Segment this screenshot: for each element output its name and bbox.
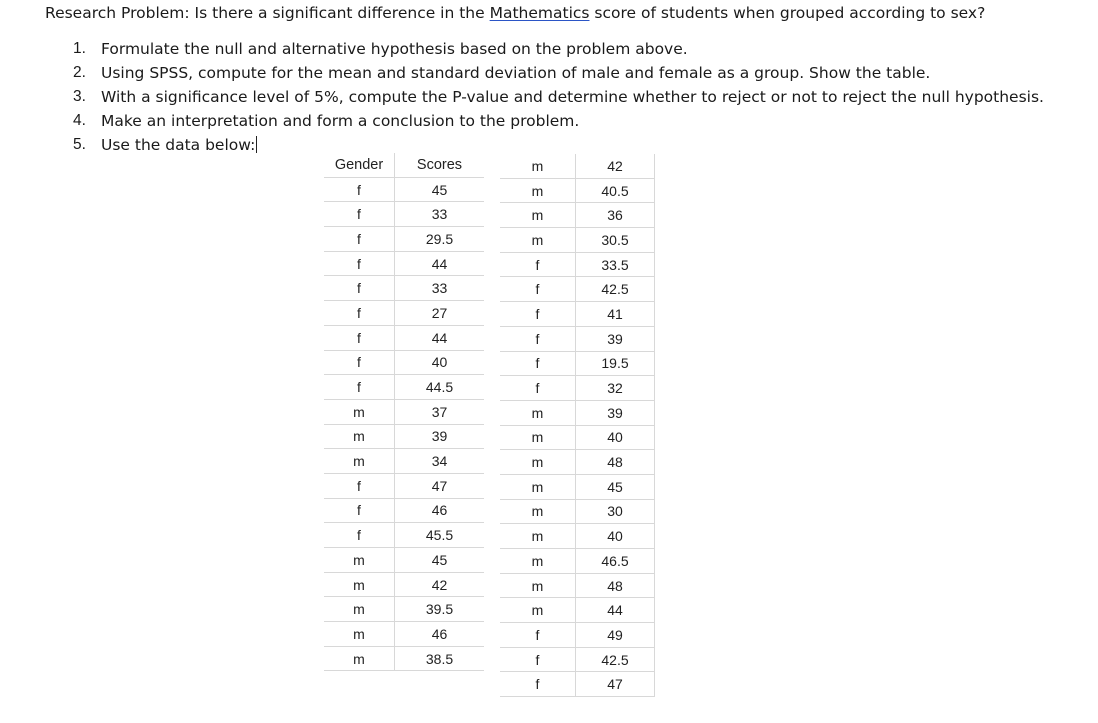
- table-row: [500, 549, 655, 574]
- item-number: 1.: [73, 40, 86, 57]
- gender-cell: f: [324, 350, 395, 375]
- gender-cell: f: [324, 227, 395, 252]
- gender-cell: f: [500, 647, 576, 672]
- gender-cell: m: [500, 598, 576, 623]
- score-cell: 42: [395, 572, 485, 597]
- table-row: [500, 450, 655, 475]
- table-row: [500, 252, 655, 277]
- item-number: 3.: [73, 88, 86, 105]
- table-row: [324, 572, 484, 597]
- gender-cell: m: [500, 400, 576, 425]
- score-cell: 41: [576, 302, 655, 327]
- data-table-left: [324, 153, 484, 671]
- table-row: [324, 177, 484, 202]
- table-row: [500, 277, 655, 302]
- table-row: [324, 523, 484, 548]
- item-text: Using SPSS, compute for the mean and standard deviation of male and female as a group. Show the table.: [101, 64, 931, 82]
- data-table-right: [500, 154, 655, 697]
- gender-cell: m: [324, 449, 395, 474]
- table-row: [500, 228, 655, 253]
- score-cell: 39: [576, 400, 655, 425]
- score-cell: 46: [395, 622, 485, 647]
- table-row: [500, 573, 655, 598]
- table-row: [324, 276, 484, 301]
- table-row: [500, 302, 655, 327]
- gender-cell: f: [324, 473, 395, 498]
- gender-cell: f: [324, 177, 395, 202]
- table-row: [324, 449, 484, 474]
- score-cell: 40: [576, 425, 655, 450]
- score-cell: 47: [576, 672, 655, 697]
- table-row: [500, 499, 655, 524]
- gender-cell: m: [500, 549, 576, 574]
- gender-cell: m: [324, 399, 395, 424]
- score-cell: 30: [576, 499, 655, 524]
- score-cell: 39: [395, 424, 485, 449]
- table-row: [500, 647, 655, 672]
- table-row: [500, 623, 655, 648]
- table-row: [500, 178, 655, 203]
- text-cursor: [256, 136, 257, 153]
- gender-cell: m: [500, 474, 576, 499]
- table-row: [500, 400, 655, 425]
- table-row: [324, 301, 484, 326]
- table-row: [500, 376, 655, 401]
- table-row: [500, 598, 655, 623]
- table-row: [324, 597, 484, 622]
- score-cell: 46.5: [576, 549, 655, 574]
- gender-cell: m: [500, 203, 576, 228]
- score-cell: 44: [395, 251, 485, 276]
- research-problem: [45, 4, 985, 22]
- item-text: Formulate the null and alternative hypothesis based on the problem above.: [101, 40, 688, 58]
- gender-cell: f: [500, 326, 576, 351]
- score-cell: 40.5: [576, 178, 655, 203]
- score-cell: 40: [576, 524, 655, 549]
- table-row: [324, 548, 484, 573]
- score-cell: 45.5: [395, 523, 485, 548]
- item-text-content: Use the data below:: [101, 136, 256, 154]
- gender-cell: m: [500, 425, 576, 450]
- score-cell: 45: [395, 177, 485, 202]
- score-cell: 36: [576, 203, 655, 228]
- gender-cell: f: [500, 277, 576, 302]
- table-row: [324, 399, 484, 424]
- gender-cell: f: [324, 202, 395, 227]
- item-number: 2.: [73, 64, 86, 81]
- item-text: [101, 134, 257, 156]
- score-cell: 48: [576, 573, 655, 598]
- gender-cell: f: [500, 252, 576, 277]
- item-text: With a significance level of 5%, compute the P-value and determine whether to reject or not to reject the null hypothesis.: [101, 88, 1044, 106]
- gender-cell: m: [324, 572, 395, 597]
- score-cell: 33: [395, 202, 485, 227]
- header-scores: Scores: [395, 153, 485, 177]
- gender-cell: f: [324, 375, 395, 400]
- gender-cell: m: [324, 424, 395, 449]
- gender-cell: f: [324, 498, 395, 523]
- gender-cell: m: [324, 597, 395, 622]
- score-cell: 44.5: [395, 375, 485, 400]
- table-header-row: [324, 153, 484, 177]
- table-row: [500, 326, 655, 351]
- gender-cell: m: [500, 499, 576, 524]
- gender-cell: f: [500, 376, 576, 401]
- score-cell: 39.5: [395, 597, 485, 622]
- table-row: [324, 350, 484, 375]
- score-cell: 49: [576, 623, 655, 648]
- gender-cell: m: [324, 646, 395, 671]
- gender-cell: m: [324, 622, 395, 647]
- score-cell: 42.5: [576, 277, 655, 302]
- score-cell: 48: [576, 450, 655, 475]
- score-cell: 37: [395, 399, 485, 424]
- item-number: 5.: [73, 136, 86, 153]
- score-cell: 33.5: [576, 252, 655, 277]
- score-cell: 19.5: [576, 351, 655, 376]
- table-row: [324, 325, 484, 350]
- score-cell: 40: [395, 350, 485, 375]
- gender-cell: m: [500, 178, 576, 203]
- gender-cell: f: [500, 302, 576, 327]
- research-keyword: Mathematics: [489, 4, 590, 22]
- table-row: [324, 202, 484, 227]
- score-cell: 45: [395, 548, 485, 573]
- table-row: [500, 154, 655, 178]
- gender-cell: m: [500, 573, 576, 598]
- score-cell: 27: [395, 301, 485, 326]
- research-suffix: score of students when grouped according to sex?: [589, 4, 986, 22]
- table-row: [324, 473, 484, 498]
- item-text: Make an interpretation and form a conclusion to the problem.: [101, 112, 580, 130]
- table-row: [500, 524, 655, 549]
- score-cell: 47: [395, 473, 485, 498]
- gender-cell: f: [500, 623, 576, 648]
- gender-cell: m: [500, 154, 576, 178]
- table-row: [324, 622, 484, 647]
- table-row: [500, 351, 655, 376]
- gender-cell: m: [500, 524, 576, 549]
- table-row: [324, 498, 484, 523]
- gender-cell: m: [500, 228, 576, 253]
- score-cell: 45: [576, 474, 655, 499]
- gender-cell: f: [500, 672, 576, 697]
- table-row: [324, 424, 484, 449]
- table-row: [324, 646, 484, 671]
- gender-cell: f: [324, 325, 395, 350]
- score-cell: 38.5: [395, 646, 485, 671]
- score-cell: 44: [395, 325, 485, 350]
- header-gender: Gender: [324, 153, 395, 177]
- gender-cell: f: [324, 276, 395, 301]
- table-row: [500, 425, 655, 450]
- score-cell: 33: [395, 276, 485, 301]
- table-row: [324, 375, 484, 400]
- score-cell: 46: [395, 498, 485, 523]
- score-cell: 42.5: [576, 647, 655, 672]
- score-cell: 34: [395, 449, 485, 474]
- gender-cell: f: [324, 301, 395, 326]
- table-row: [324, 251, 484, 276]
- score-cell: 29.5: [395, 227, 485, 252]
- gender-cell: f: [500, 351, 576, 376]
- gender-cell: f: [324, 251, 395, 276]
- table-row: [500, 203, 655, 228]
- gender-cell: f: [324, 523, 395, 548]
- item-number: 4.: [73, 112, 86, 129]
- score-cell: 42: [576, 154, 655, 178]
- table-row: [324, 227, 484, 252]
- gender-cell: m: [324, 548, 395, 573]
- gender-cell: m: [500, 450, 576, 475]
- research-prefix: Research Problem: Is there a significant difference in the: [45, 4, 490, 22]
- score-cell: 32: [576, 376, 655, 401]
- score-cell: 30.5: [576, 228, 655, 253]
- score-cell: 39: [576, 326, 655, 351]
- table-row: [500, 474, 655, 499]
- score-cell: 44: [576, 598, 655, 623]
- table-row: [500, 672, 655, 697]
